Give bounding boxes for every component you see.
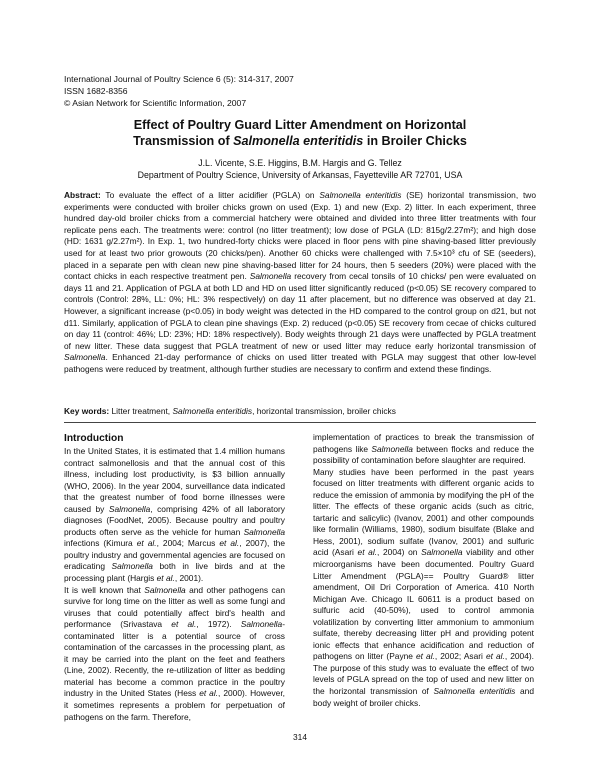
author-block <box>60 157 540 181</box>
intro-paragraph-3: implementation of practices to break the transmission of pathogens like Salmonella between flocks and reduce the possibility of contamination before slaughter are required. <box>313 432 534 466</box>
keywords-label: Key words: <box>64 406 110 416</box>
journal-header <box>64 73 294 109</box>
abstract-label: Abstract: <box>64 190 101 200</box>
left-column <box>64 432 285 723</box>
page-number: 314 <box>293 732 307 742</box>
intro-paragraph-4: Many studies have been performed in the past years focused on litter treatments with different organic acids to reduce the emission of ammonia by modifying the pH of the litter. The effects of these organic acids (such as citric, tartaric and salicylic) (Ivanov, 2001) and other compounds like formalin (Williams, 1980), sodium bisulfate (Blake and Hess, 2001), sodium sulfate (Ivanov, 2001) and sulfuric acid (Asari et al., 2004) on Salmonella viability and other microorganisms have been documented. Poultry Guard Litter Amendment (PGLA)== Poultry Guard® litter amendment, Oil Dri Corporation of America. 410 North Michigan Ave. Chicago IL 60611 is a product based on sulfuric acid (40-50%), used to control ammonia volatilization by converting litter ammonium to ammonium sulfate, thereby decreasing litter pH and providing potent ionic effects that enhance acidification and reduction of pathogens on litter (Payne et al., 2002; Asari et al., 2004). The purpose of this study was to evaluate the effect of two levels of PGLA spread on the top of used and new litter on the horizontal transmission of Salmonella enteritidis and body weight of broiler chicks. <box>313 466 534 708</box>
journal-issn: ISSN 1682-8356 <box>64 86 128 96</box>
journal-citation: International Journal of Poultry Science 6 (5): 314-317, 2007 <box>64 74 294 84</box>
section-divider <box>64 422 536 423</box>
intro-paragraph-1: In the United States, it is estimated that 1.4 million humans contract salmonellosis and that the annual cost of this illness, including lost productivity, is $3 billion annually (WHO, 2006). In the year 2004, surveillance data indicated that the greatest number of food borne illnesses were caused by Salmonella, comprising 42% of all laboratory diagnoses (FoodNet, 2005). Because poultry and poultry products often serve as the vehicle for human Salmonella infections (Kimura et al., 2004; Marcus et al., 2007), the poultry industry and governmental agencies are focused on eradicating Salmonella both in live birds and at the processing plant (Hargis et al., 2001). <box>64 446 285 584</box>
abstract: Abstract: To evaluate the effect of a litter acidifier (PGLA) on Salmonella enteritidis (SE) horizontal transmission, two experiments were conducted with broiler chicks grown on used (Exp. 1) and new (Exp. 2) litter. In each experiment, three hundred day-old broiler chicks from a commercial hatchery were obtained and divided into three litter treatments with four replicate pens each. The treatments were: control (no litter treatment); low dose of PGLA (LD: 815g/2.27m²); and high dose (HD: 1631 g/2.27m²). In Exp. 1, two hundred-forty chicks were placed in floor pens with pine shaving-based litter previously used for at least two prior growouts (20 chicks/pen). Another 60 chicks were challenged with 7.5×10³ cfu of SE (seeders), placed in a separate pen with clean new pine shaving-based litter for 24 hours, then 5 seeders (20%) were placed with the contact chicks in each respective treatment pen. Salmonella recovery from cecal tonsils of 10 chicks/ pen were evaluated on days 11 and 21. Application of PGLA at both LD and HD on used litter significantly reduced (p<0.05) SE recovery compared to controls (Control: 28%, LL: 0%; HL: 3% respectively) on day 11 after placement, but no difference was observed at day 21. However, a significant increase (p<0.05) in body weight was detected in the HD compared to the control group on d21, but not d11. Similarly, application of PGLA to clean pine shavings (Exp. 2) reduced (p<0.05) SE recovery from cecae of chicks cultured on day 11 (control: 46%; LD: 23%; HD: 18% respectively). Body weights through 21 days were unaffected by PGLA treatment of new litter. These data suggest that PGLA treatment of new or used litter may reduce early horizontal transmission of Salmonella. Enhanced 21-day performance of chicks on used litter treated with PGLA may suggest that other low-level pathogens were reduced by treatment, although further studies are necessary to confirm and extend these findings. <box>64 190 536 374</box>
title-line-1: Effect of Poultry Guard Litter Amendment on Horizontal <box>133 118 467 132</box>
paper-title <box>60 118 540 149</box>
author-affiliation: Department of Poultry Science, University of Arkansas, Fayetteville AR 72701, USA <box>137 170 463 180</box>
title-line-2: Transmission of Salmonella enteritidis in Broiler Chicks <box>133 133 467 148</box>
author-names: J.L. Vicente, S.E. Higgins, B.M. Hargis and G. Tellez <box>198 158 402 168</box>
right-column <box>313 432 534 709</box>
keywords: Key words: Litter treatment, Salmonella enteritidis, horizontal transmission, broiler chicks <box>64 406 396 416</box>
intro-paragraph-2: It is well known that Salmonella and other pathogens can survive for long time on the litter as well as some fungi and viruses that could potentially affect bird's health and performance (Srivastava et al., 1972). Salmonella-contaminated litter is a potential source of cross contamination of the carcasses in the processing plant, as it may be carried into the plant on the feet and feathers (Line, 2002). Recently, the re-utilization of litter as bedding material has become a common practice in the poultry industry in the United States (Hess et al., 2000). However, it sometimes represents a problem for perpetuation of pathogens on the farm. Therefore, <box>64 584 285 722</box>
journal-copyright: © Asian Network for Scientific Information, 2007 <box>64 98 247 108</box>
section-heading-introduction: Introduction <box>64 433 124 444</box>
